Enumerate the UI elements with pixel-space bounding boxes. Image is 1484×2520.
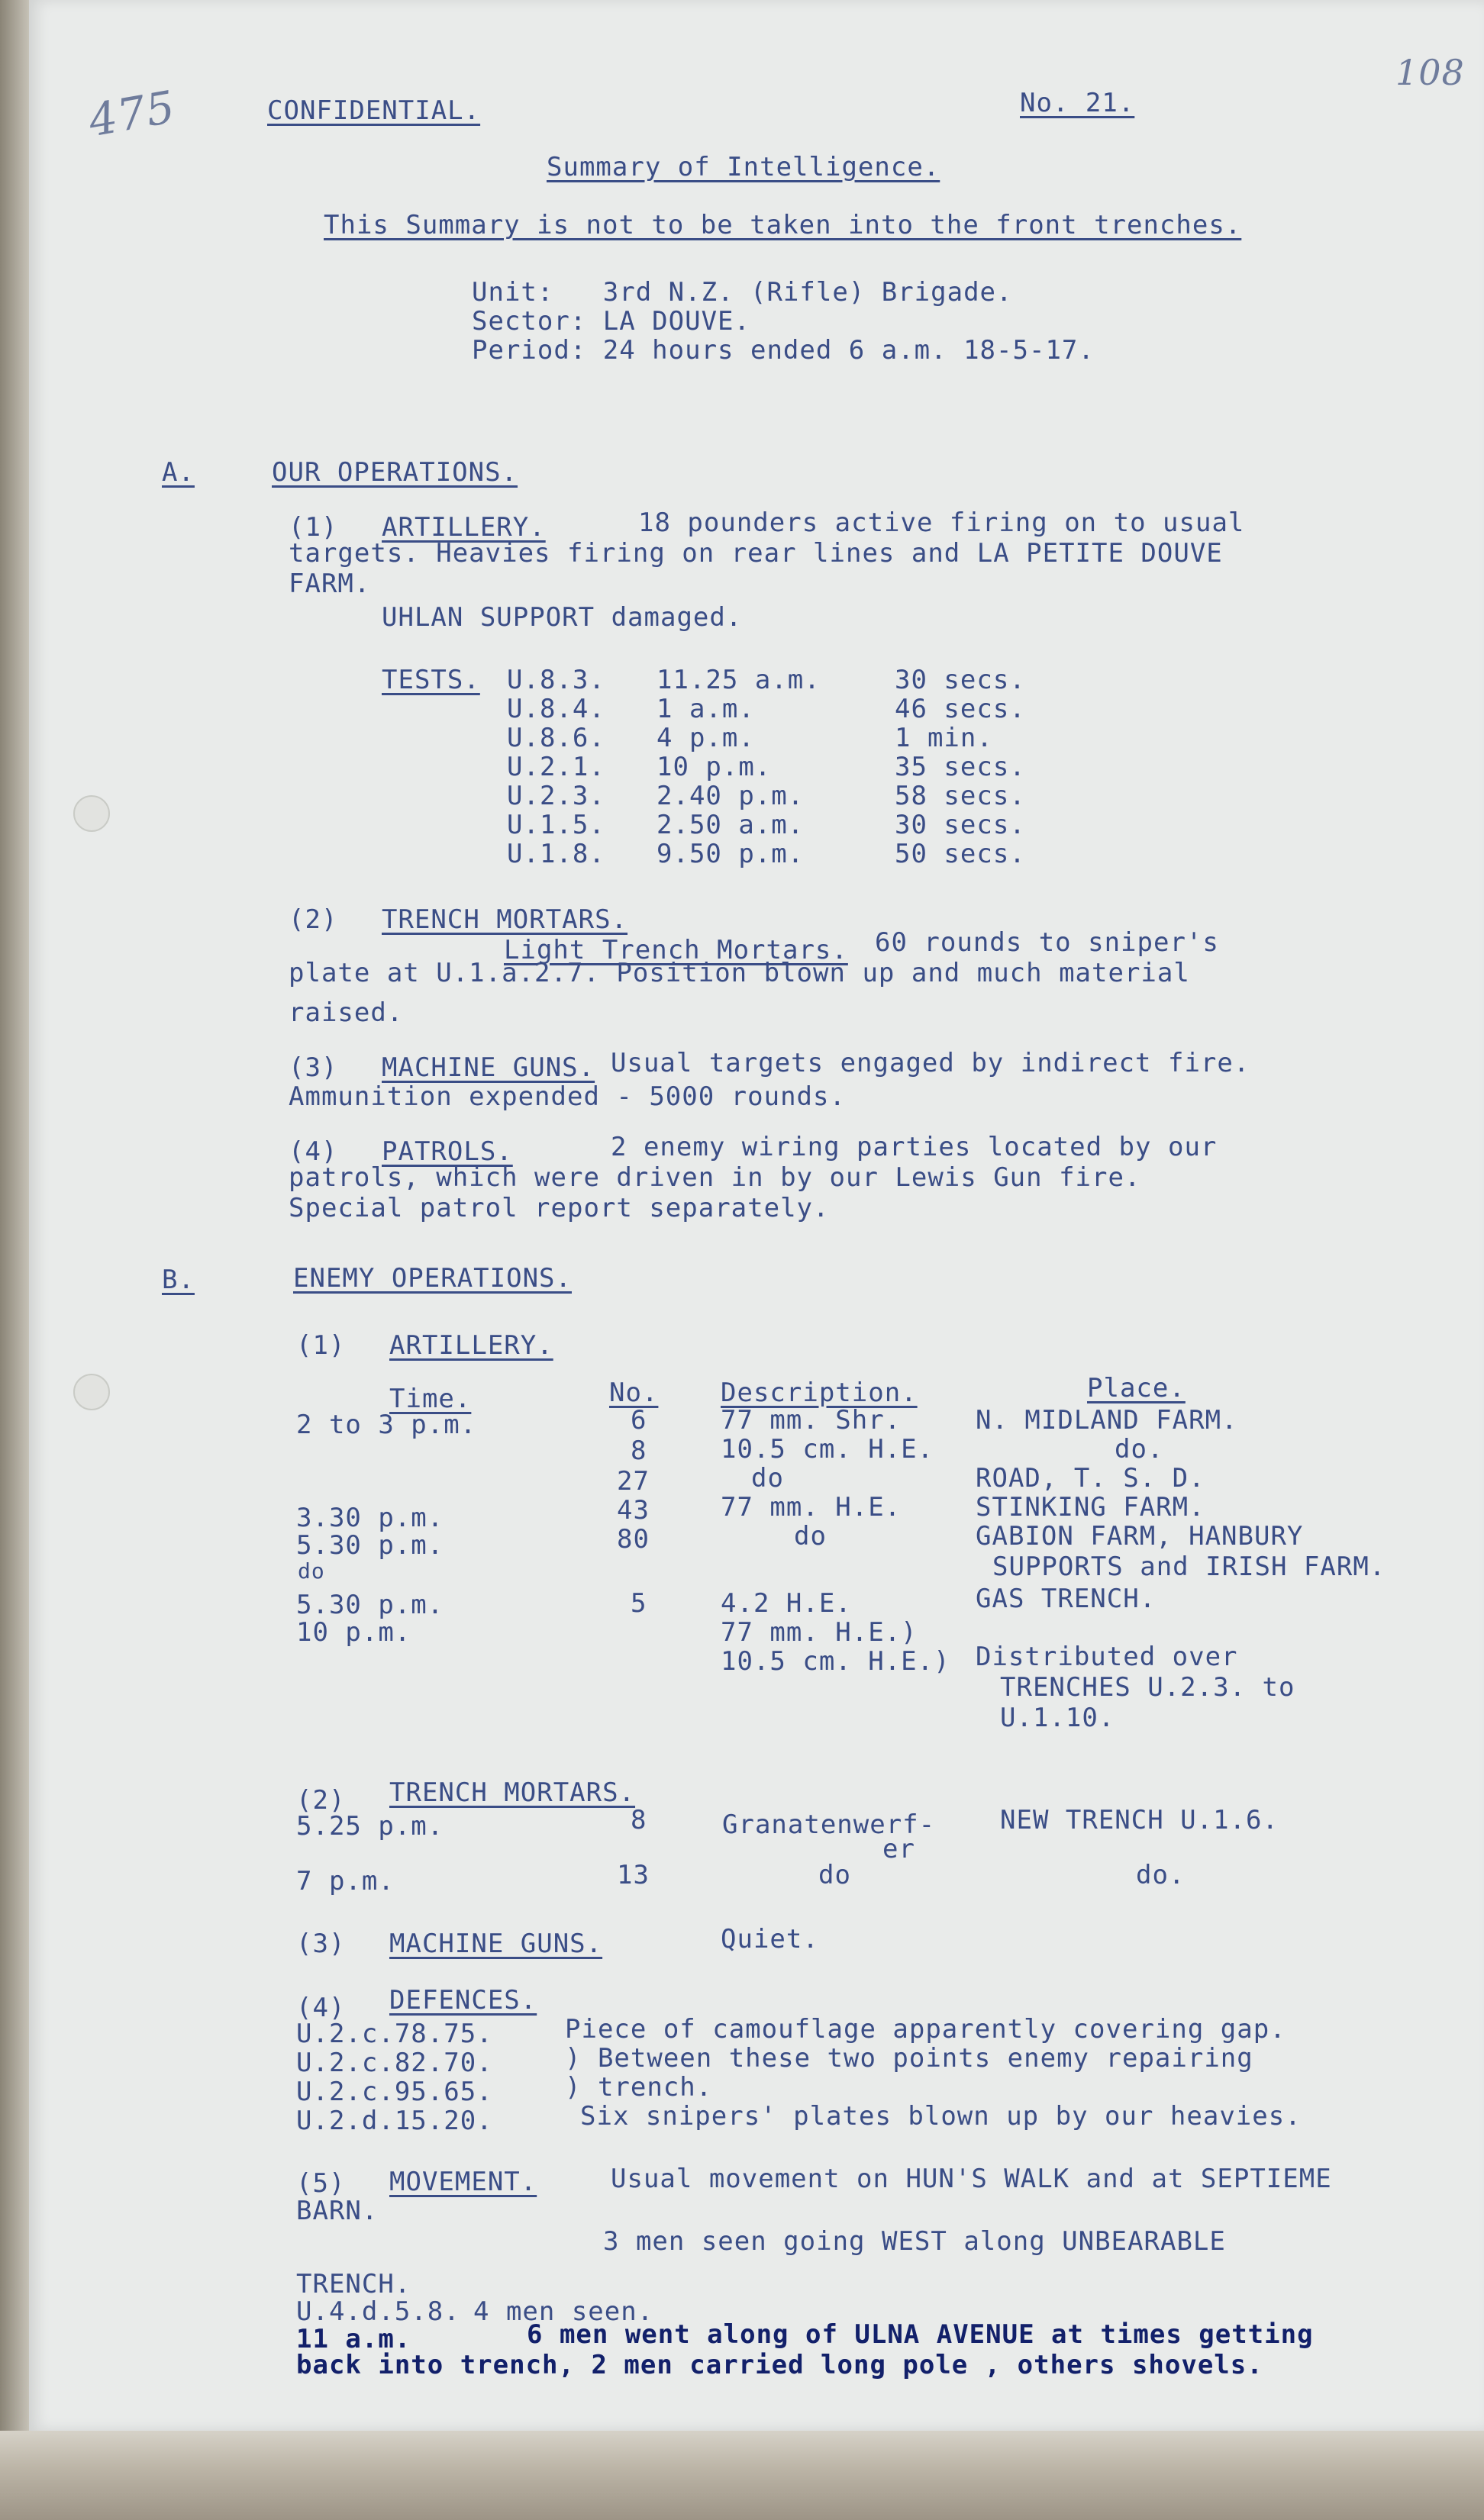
unit-line: Unit: 3rd N.Z. (Rifle) Brigade. [472,277,1013,308]
col-header-no: No. [609,1378,659,1408]
test-ref: U.2.3. [507,781,605,811]
section-b-heading: ENEMY OPERATIONS. [293,1263,572,1294]
row-place: STINKING FARM. [976,1492,1205,1523]
report-number: No. 21. [1020,88,1135,118]
b1-label: ARTILLERY. [389,1330,553,1361]
b2-row2-time: 7 p.m. [296,1866,395,1896]
a3-label: MACHINE GUNS. [382,1052,595,1083]
row-place: ROAD, T. S. D. [976,1463,1205,1494]
test-time: 4 p.m. [657,723,755,753]
b3-number: (3) [296,1929,346,1959]
b5-line6-ref: 11 a.m. [296,2324,411,2354]
b5-line5-ref: U.4.d.5.8. [296,2296,460,2327]
a1-text-1: 18 pounders active firing on to usual [638,508,1245,538]
test-duration: 35 secs. [895,752,1026,782]
b2-row1-description-cont: er [882,1834,915,1864]
row-no: 6 [631,1405,647,1436]
test-duration: 50 secs. [895,839,1026,869]
b5-label: MOVEMENT. [389,2167,537,2197]
row-place: SUPPORTS and IRISH FARM. [992,1552,1386,1582]
row-place: TRENCHES U.2.3. to [1000,1672,1295,1703]
test-time: 2.50 a.m. [657,810,805,840]
b1-number: (1) [296,1330,346,1361]
test-duration: 1 min. [895,723,993,753]
b3-label: MACHINE GUNS. [389,1929,603,1959]
row-description: 4.2 H.E. [721,1588,852,1619]
test-time: 10 p.m. [657,752,772,782]
a3-text-1: Usual targets engaged by indirect fire. [611,1048,1250,1078]
section-a-heading: OUR OPERATIONS. [272,457,518,488]
punch-hole [73,1374,110,1410]
section-a-letter: A. [162,457,195,488]
row-place: do. [1115,1434,1164,1465]
defence-text: ) Between these two points enemy repairing [565,2043,1253,2074]
a4-text-2: patrols, which were driven in by our Lewis Gun fire. [289,1162,1141,1193]
test-duration: 30 secs. [895,810,1026,840]
b5-text-1: Usual movement on HUN'S WALK and at SEPTIEME [611,2164,1332,2194]
test-ref: U.8.4. [507,694,605,724]
row-place: GABION FARM, HANBURY [976,1521,1304,1552]
test-time: 1 a.m. [657,694,755,724]
test-ref: U.8.6. [507,723,605,753]
row-time: 10 p.m. [296,1617,411,1648]
row-description: do [794,1521,827,1552]
b5-number: (5) [296,2168,346,2199]
row-no: 8 [631,1436,647,1466]
test-ref: U.1.8. [507,839,605,869]
row-description: 10.5 cm. H.E. [721,1434,934,1465]
row-description: 77 mm. Shr. [721,1405,902,1436]
defence-text: Piece of camouflage apparently covering gap. [565,2014,1286,2045]
a1-text-3: FARM. [289,569,371,599]
defence-text: Six snipers' plates blown up by our heavies. [580,2101,1302,2132]
defence-ref: U.2.c.82.70. [296,2048,493,2078]
row-no: 27 [617,1466,650,1497]
a1-number: (1) [289,512,338,543]
row-place: Distributed over [976,1642,1238,1672]
a3-number: (3) [289,1052,338,1083]
b2-label: TRENCH MORTARS. [389,1777,636,1808]
section-b-letter: B. [162,1265,195,1295]
test-time: 11.25 a.m. [657,665,821,695]
col-header-place: Place. [1087,1373,1186,1403]
col-header-description: Description. [721,1378,918,1408]
b5-text-3: 3 men seen going WEST along UNBEARABLE [603,2226,1226,2257]
binder-strip [0,0,31,2431]
defence-ref: U.2.d.15.20. [296,2106,493,2136]
a2-text-2: plate at U.1.a.2.7. Position blown up and much material [289,958,1190,988]
defence-text: ) trench. [565,2072,713,2103]
b2-row2-description: do [818,1860,851,1890]
b2-row1-description: Granatenwerf- [722,1809,936,1840]
a2-text-3: raised. [289,997,404,1028]
test-duration: 30 secs. [895,665,1026,695]
punch-hole [73,795,110,832]
test-duration: 58 secs. [895,781,1026,811]
b5-text-2: BARN. [296,2196,379,2226]
b5-text-4: TRENCH. [296,2269,411,2299]
a4-text-3: Special patrol report separately. [289,1193,830,1223]
page-bottom-edge [0,2431,1484,2520]
row-description: 10.5 cm. H.E.) [721,1646,950,1677]
a4-label: PATROLS. [382,1136,513,1167]
test-duration: 46 secs. [895,694,1026,724]
defence-ref: U.2.c.95.65. [296,2077,493,2107]
b5-line5-text: 4 men seen. [473,2296,654,2327]
b2-number: (2) [296,1785,346,1816]
row-description: 77 mm. H.E.) [721,1617,918,1648]
b4-number: (4) [296,1993,346,2023]
row-description: do [751,1463,784,1494]
b4-label: DEFENCES. [389,1985,537,2016]
test-ref: U.8.3. [507,665,605,695]
handwritten-folio-left: 475 [84,80,179,147]
b3-text: Quiet. [721,1924,819,1954]
test-time: 9.50 p.m. [657,839,805,869]
do-note: do [298,1558,325,1584]
a2-number: (2) [289,904,338,935]
a2-text-1: 60 rounds to sniper's [875,927,1219,958]
page-title: Summary of Intelligence. [547,152,940,182]
period-line: Period: 24 hours ended 6 a.m. 18-5-17. [472,335,1095,366]
test-ref: U.1.5. [507,810,605,840]
b2-row2-place: do. [1136,1860,1186,1890]
b2-row1-no: 8 [631,1805,647,1835]
a1-label: ARTILLERY. [382,512,546,543]
distribution-warning: This Summary is not to be taken into the front trenches. [324,210,1242,240]
row-time: 2 to 3 p.m. [296,1410,477,1440]
handwritten-folio-right: 108 [1395,52,1465,93]
a1-text-4: UHLAN SUPPORT damaged. [382,602,743,633]
row-no: 43 [617,1495,650,1526]
a4-number: (4) [289,1136,338,1167]
a4-text-1: 2 enemy wiring parties located by our [611,1132,1218,1162]
b5-line7: back into trench, 2 men carried long pole , others shovels. [296,2350,1263,2380]
a2-sublabel: Light Trench Mortars. [504,935,848,965]
b5-line6-text: 6 men went along of ULNA AVENUE at times getting [527,2319,1314,2350]
tests-label: TESTS. [382,665,480,695]
row-time: 5.30 p.m. [296,1530,444,1561]
row-description: 77 mm. H.E. [721,1492,902,1523]
row-place: GAS TRENCH. [976,1584,1157,1614]
b2-row1-time: 5.25 p.m. [296,1811,444,1842]
confidential-label: CONFIDENTIAL. [267,95,481,126]
a3-text-2: Ammunition expended - 5000 rounds. [289,1081,846,1112]
a2-label: TRENCH MORTARS. [382,904,628,935]
b2-row2-no: 13 [617,1860,650,1890]
row-time: 3.30 p.m. [296,1503,444,1533]
b2-row1-place: NEW TRENCH U.1.6. [1000,1805,1279,1835]
row-no: 5 [631,1588,647,1619]
row-place: N. MIDLAND FARM. [976,1405,1238,1436]
test-ref: U.2.1. [507,752,605,782]
row-place: U.1.10. [1000,1703,1115,1733]
a1-text-2: targets. Heavies firing on rear lines and LA PETITE DOUVE [289,538,1223,569]
col-header-time: Time. [389,1384,472,1414]
row-time: 5.30 p.m. [296,1590,444,1620]
defence-ref: U.2.c.78.75. [296,2019,493,2049]
row-no: 80 [617,1524,650,1555]
test-time: 2.40 p.m. [657,781,805,811]
sector-line: Sector: LA DOUVE. [472,306,750,337]
